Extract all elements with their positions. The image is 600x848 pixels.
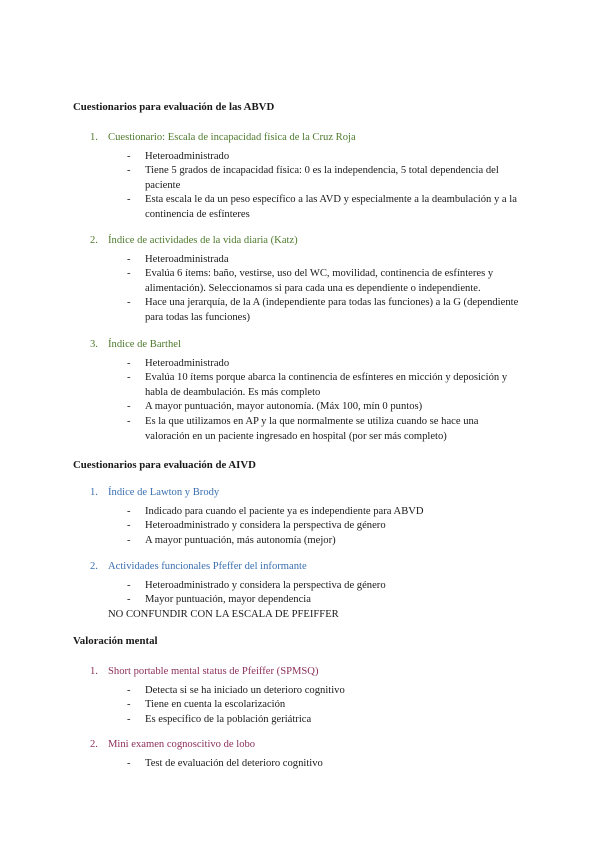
bullet-list xyxy=(90,757,550,772)
item-title: 2. Actividades funcionales Pfeffer del informante xyxy=(90,561,307,572)
bullet-list xyxy=(90,684,550,728)
bullet-item: - Es la que utilizamos en AP y la que normalmente se utiliza cuando se hace una valoración en un paciente ingresado en hospital (por ser más completo) xyxy=(127,415,479,442)
item-title: 1. Short portable mental status de Pfeiffer (SPMSQ) xyxy=(90,666,319,677)
bullet-list xyxy=(90,357,550,445)
item-title: 1. Índice de Lawton y Brody xyxy=(90,487,220,498)
bullet-item: - Mayor puntuación, mayor dependencia xyxy=(127,594,311,606)
bullet-item: - Heteroadministrado xyxy=(127,357,230,369)
bullet-item: - Esta escala le da un peso específico a las AVD y especialmente a la deambulación y a la continencia de esfínteres xyxy=(127,194,517,220)
item-title: 2. Índice de actividades de la vida diaria (Katz) xyxy=(90,235,298,246)
warning-note: NO CONFUNDIR CON LA ESCALA DE PFEIFFER xyxy=(108,608,339,620)
bullet-list xyxy=(90,150,550,223)
section-heading-abvd: Cuestionarios para evaluación de las ABVD xyxy=(73,101,275,113)
bullet-item: - Detecta si se ha iniciado un deterioro cognitivo xyxy=(127,684,345,696)
bullet-list xyxy=(90,579,550,608)
bullet-item: - Indicado para cuando el paciente ya es independiente para ABVD xyxy=(127,505,424,517)
bullet-item: - Heteroadministrada xyxy=(127,253,229,265)
bullet-item: - Heteroadministrado y considera la perspectiva de género xyxy=(127,579,386,591)
bullet-list xyxy=(90,253,550,326)
bullet-item: - A mayor puntuación, mayor autonomía. (Máx 100, mín 0 puntos) xyxy=(127,401,423,413)
list-item-spmsq xyxy=(90,665,550,727)
bullet-item: - Heteroadministrado y considera la perspectiva de género xyxy=(127,520,386,532)
list-item-cruz-roja xyxy=(90,131,550,223)
item-title: 1. Cuestionario: Escala de incapacidad física de la Cruz Roja xyxy=(90,132,356,143)
list-item-katz xyxy=(90,234,550,326)
list-item-pfeffer xyxy=(90,560,550,622)
bullet-item: - Test de evaluación del deterioro cognitivo xyxy=(127,757,323,769)
bullet-item: - Evalúa 10 ítems porque abarca la continencia de esfínteres en micción y deposición y habla de deambulación. Es más completo xyxy=(127,372,508,398)
bullet-item: - Heteroadministrado xyxy=(127,150,230,162)
list-item-mini-examen xyxy=(90,738,550,771)
list-item-barthel xyxy=(90,338,550,444)
item-title: 3. Índice de Barthel xyxy=(90,339,181,350)
section-heading-valoracion-mental: Valoración mental xyxy=(73,635,158,647)
bullet-item: - Es específico de la población geriátrica xyxy=(127,713,312,725)
bullet-item: - Tiene en cuenta la escolarización xyxy=(127,699,286,711)
bullet-item: - A mayor puntuación, más autonomía (mejor) xyxy=(127,534,336,546)
bullet-item: - Hace una jerarquía, de la A (independiente para todas las funciones) a la G (dependiente para todas las funciones) xyxy=(127,297,519,323)
item-title: 2. Mini examen cognoscitivo de lobo xyxy=(90,739,256,750)
section-heading-aivd: Cuestionarios para evaluación de AIVD xyxy=(73,459,256,471)
list-item-lawton-brody xyxy=(90,486,550,548)
bullet-list xyxy=(90,505,550,549)
bullet-item: - Evalúa 6 ítems: baño, vestirse, uso del WC, movilidad, continencia de esfínteres y alimentación). Seleccionamos si para cada una es dependiente o independiente. xyxy=(127,268,494,294)
bullet-item: - Tiene 5 grados de incapacidad física: 0 es la independencia, 5 total dependencia del paciente xyxy=(127,165,499,191)
